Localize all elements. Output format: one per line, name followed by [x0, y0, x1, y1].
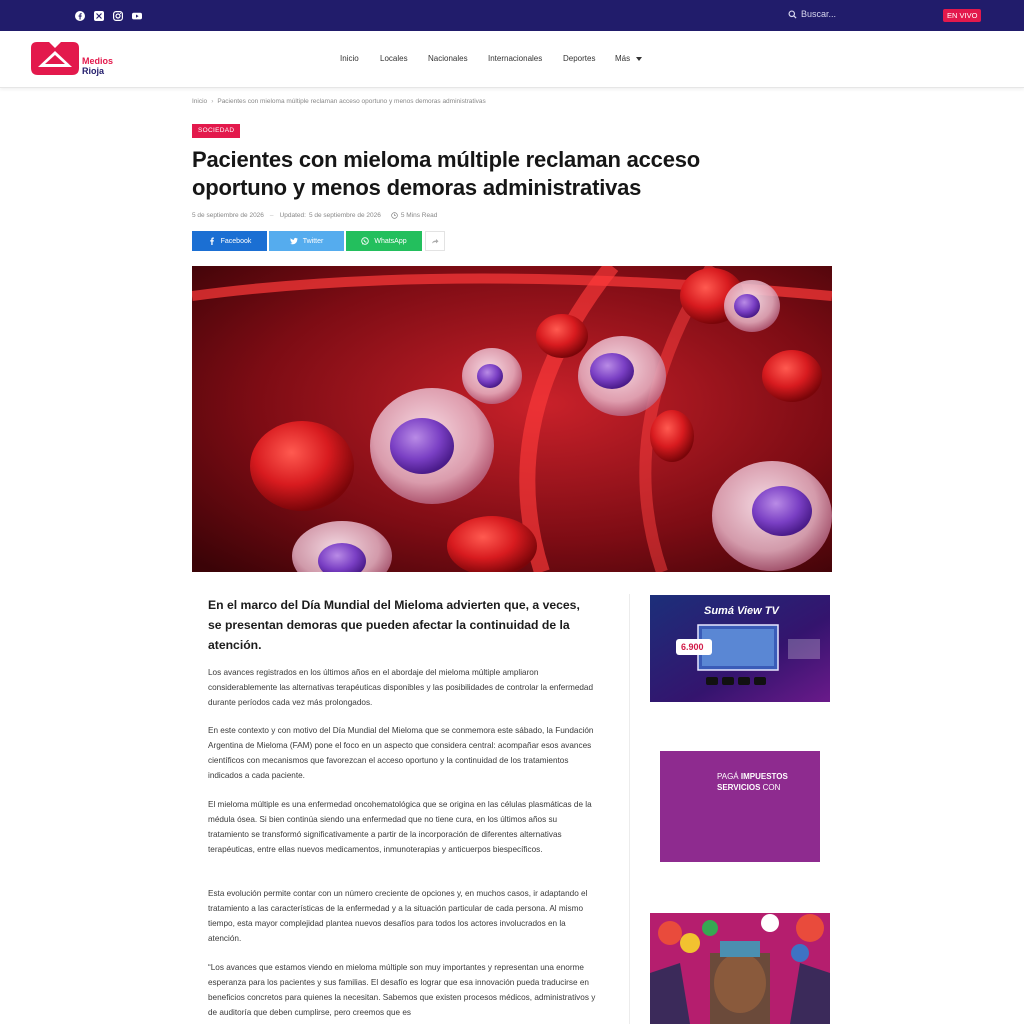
live-button[interactable]: EN VIVO: [943, 9, 981, 22]
facebook-icon: [208, 237, 216, 245]
nav-mas[interactable]: [615, 54, 642, 63]
nav-deportes[interactable]: Deportes: [563, 54, 596, 63]
search-placeholder: Buscar...: [801, 9, 837, 19]
ad-sumaview-title: Sumá View TV: [704, 605, 779, 617]
breadcrumb-current: Pacientes con mieloma múltiple reclaman acceso oportuno y menos demoras administrativas: [217, 98, 486, 105]
breadcrumb-home[interactable]: Inicio: [192, 98, 208, 105]
facebook-share-button[interactable]: [192, 231, 267, 251]
youtube-icon[interactable]: [131, 10, 142, 21]
twitter-share-button[interactable]: [269, 231, 344, 251]
facebook-icon[interactable]: [74, 10, 85, 21]
article-paragraph: Los avances registrados en los últimos años en el abordaje del mieloma múltiple ampliaron considerablemente las alternativas terapéuticas disponibles y las posibilidades de controlar la enfermedad durante períodos cada vez más prolongados.: [208, 668, 594, 707]
search-input[interactable]: [788, 9, 836, 19]
article-paragraph: En este contexto y con motivo del Día Mundial del Mieloma que se conmemora este sábado, la Fundación Argentina de Mieloma (FAM) pone el foco en un aspecto que considera central: acompañar esos avances científicos con mecanismos que favorezcan el acceso oportuno y la continuidad de los tratamientos indicados a cada paciente.: [208, 726, 594, 780]
article-lead: En el marco del Día Mundial del Mieloma advierten que, a veces, se presentan demoras que pueden afectar la continuidad de la atención.: [208, 598, 580, 652]
sidebar-divider: [629, 594, 630, 1024]
whatsapp-icon: [361, 237, 369, 245]
share-more-button[interactable]: [425, 231, 445, 251]
breadcrumb: Inicio › Pacientes con mieloma múltiple reclaman acceso oportuno y menos demoras administrativas: [192, 98, 486, 105]
facebook-share-label: Facebook: [220, 237, 252, 245]
ad-sumaview[interactable]: [650, 595, 830, 702]
nav-nacionales[interactable]: Nacionales: [428, 54, 468, 63]
search-icon: [788, 10, 797, 19]
chevron-down-icon: [636, 57, 642, 61]
article-title: Pacientes con mieloma múltiple reclaman acceso oportuno y menos demoras administrativas: [192, 147, 701, 200]
brand-name[interactable]: Medios Rioja: [82, 56, 114, 76]
top-bar: [0, 0, 1024, 31]
ad-sumaview-price: 6.900: [681, 642, 704, 652]
article-paragraph: El mieloma múltiple es una enfermedad oncohematológica que se origina en las células plasmáticas de la médula ósea. Si bien continúa siendo una enfermedad que no tiene cura, en los últimos años su tratamiento se transformó significativamente a partir de la incorporación de diferentes alternativas terapéuticas, entre ellas nuevos medicamentos, inmunoterapias y anticuerpos biespecíficos.: [208, 800, 592, 854]
updated-label: Updated:: [279, 212, 306, 219]
ad-impuestos[interactable]: [660, 751, 820, 862]
publish-date: 5 de septiembre de 2026: [192, 212, 264, 219]
ad-festival-image[interactable]: [650, 913, 830, 1024]
instagram-icon[interactable]: [112, 10, 123, 21]
hero-image: [192, 266, 832, 572]
twitter-share-label: Twitter: [302, 237, 324, 245]
nav-internacionales[interactable]: Internacionales: [488, 54, 543, 63]
share-icon: [431, 237, 439, 245]
ad-impuestos-text: PAGÁ IMPUESTOS SERVICIOS CON: [717, 772, 788, 792]
clock-icon: [391, 212, 398, 219]
article-paragraph: “Los avances que estamos viendo en mieloma múltiple son muy importantes y representan una enorme esperanza para los pacientes y sus familias. El desafío es lograr que esa innovación pueda traducirse en beneficios concretos para quienes la necesitan. Sabemos que existen procesos médicos, administrativos y de auditoría que deben cumplirse, pero creemos que es: [208, 963, 596, 1017]
twitter-icon: [290, 237, 298, 245]
nav-inicio[interactable]: Inicio: [340, 54, 359, 63]
whatsapp-share-button[interactable]: [346, 231, 422, 251]
article-meta: 5 de septiembre de 2026 – Updated: 5 de septiembre de 2026 5 Mins Read: [192, 212, 438, 219]
updated-date: 5 de septiembre de 2026: [308, 212, 381, 219]
read-time: 5 Mins Read: [400, 212, 438, 219]
article-paragraph: Esta evolución permite contar con un número creciente de opciones y, en muchos casos, ir adaptando el tratamiento a las características de la enfermedad y a la situación particular de cada persona. Al mismo tiempo, esta mayor complejidad plantea nuevos desafíos para todos los actores involucrados en la atención.: [208, 889, 588, 943]
category-badge[interactable]: SOCIEDAD: [192, 124, 240, 138]
nav-mas-label: Más: [615, 54, 631, 63]
x-twitter-icon[interactable]: [93, 10, 104, 21]
whatsapp-share-label: WhatsApp: [374, 237, 407, 245]
nav-locales[interactable]: Locales: [380, 54, 408, 63]
